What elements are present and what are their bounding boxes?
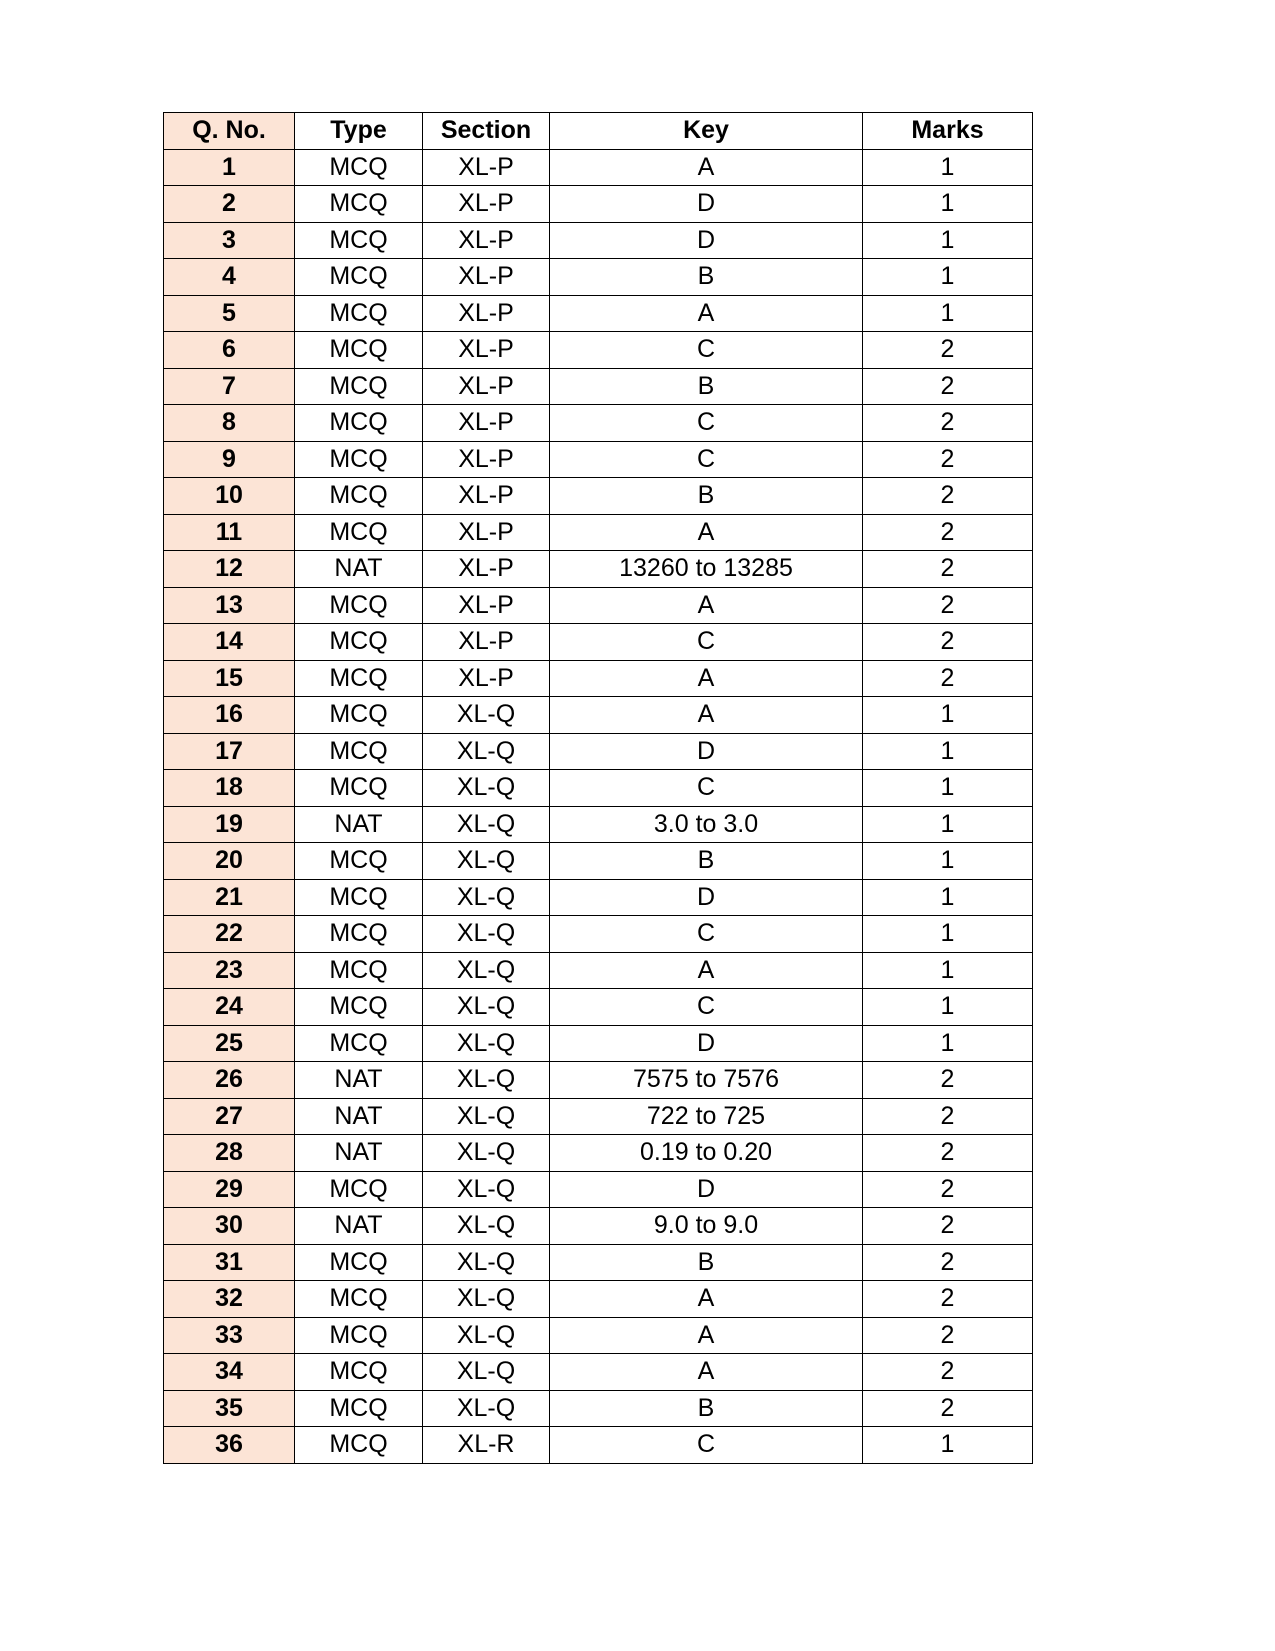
cell-marks: 1: [863, 733, 1033, 770]
cell-marks: 1: [863, 295, 1033, 332]
cell-marks: 2: [863, 1317, 1033, 1354]
cell-marks: 2: [863, 624, 1033, 661]
cell-marks: 2: [863, 368, 1033, 405]
cell-key: C: [550, 624, 863, 661]
cell-key: D: [550, 733, 863, 770]
table-row: [164, 660, 1033, 697]
table-row: [164, 1317, 1033, 1354]
cell-section: XL-P: [423, 551, 550, 588]
cell-marks: 2: [863, 587, 1033, 624]
cell-question-number: 3: [164, 222, 295, 259]
cell-section: XL-Q: [423, 1317, 550, 1354]
cell-question-number: 2: [164, 186, 295, 223]
cell-key: 0.19 to 0.20: [550, 1135, 863, 1172]
cell-question-number: 5: [164, 295, 295, 332]
cell-type: MCQ: [295, 1427, 423, 1464]
cell-key: C: [550, 989, 863, 1026]
cell-type: MCQ: [295, 478, 423, 515]
cell-question-number: 12: [164, 551, 295, 588]
cell-type: MCQ: [295, 989, 423, 1026]
cell-section: XL-Q: [423, 843, 550, 880]
cell-marks: 1: [863, 697, 1033, 734]
cell-question-number: 18: [164, 770, 295, 807]
cell-marks: 2: [863, 405, 1033, 442]
cell-marks: 1: [863, 1427, 1033, 1464]
table-row: [164, 1354, 1033, 1391]
cell-marks: 2: [863, 1135, 1033, 1172]
table-row: [164, 916, 1033, 953]
table-row: [164, 1098, 1033, 1135]
cell-section: XL-R: [423, 1427, 550, 1464]
cell-question-number: 17: [164, 733, 295, 770]
cell-section: XL-Q: [423, 1354, 550, 1391]
cell-question-number: 10: [164, 478, 295, 515]
cell-section: XL-Q: [423, 1062, 550, 1099]
cell-section: XL-Q: [423, 1025, 550, 1062]
cell-question-number: 34: [164, 1354, 295, 1391]
table-row: [164, 1281, 1033, 1318]
cell-section: XL-P: [423, 222, 550, 259]
cell-key: D: [550, 186, 863, 223]
table-row: [164, 1025, 1033, 1062]
cell-section: XL-Q: [423, 806, 550, 843]
table-row: [164, 1244, 1033, 1281]
cell-section: XL-P: [423, 332, 550, 369]
cell-type: MCQ: [295, 1171, 423, 1208]
cell-question-number: 36: [164, 1427, 295, 1464]
cell-type: NAT: [295, 1208, 423, 1245]
table-row: [164, 478, 1033, 515]
cell-key: B: [550, 1390, 863, 1427]
cell-section: XL-P: [423, 587, 550, 624]
table-row: [164, 806, 1033, 843]
cell-type: MCQ: [295, 1317, 423, 1354]
cell-question-number: 26: [164, 1062, 295, 1099]
table-row: [164, 222, 1033, 259]
cell-marks: 1: [863, 186, 1033, 223]
cell-marks: 1: [863, 770, 1033, 807]
cell-key: C: [550, 1427, 863, 1464]
cell-question-number: 27: [164, 1098, 295, 1135]
cell-type: MCQ: [295, 149, 423, 186]
cell-marks: 2: [863, 1390, 1033, 1427]
cell-section: XL-Q: [423, 770, 550, 807]
cell-marks: 1: [863, 843, 1033, 880]
table-row: [164, 733, 1033, 770]
table-row: [164, 441, 1033, 478]
cell-type: MCQ: [295, 1354, 423, 1391]
cell-question-number: 11: [164, 514, 295, 551]
cell-type: NAT: [295, 1098, 423, 1135]
cell-question-number: 31: [164, 1244, 295, 1281]
cell-marks: 2: [863, 332, 1033, 369]
cell-key: B: [550, 1244, 863, 1281]
cell-key: A: [550, 1317, 863, 1354]
cell-question-number: 9: [164, 441, 295, 478]
cell-question-number: 29: [164, 1171, 295, 1208]
cell-type: MCQ: [295, 1281, 423, 1318]
table-row: [164, 697, 1033, 734]
table-row: [164, 624, 1033, 661]
cell-section: XL-P: [423, 514, 550, 551]
cell-marks: 1: [863, 222, 1033, 259]
cell-key: 3.0 to 3.0: [550, 806, 863, 843]
table-row: [164, 587, 1033, 624]
cell-type: MCQ: [295, 295, 423, 332]
table-row: [164, 952, 1033, 989]
cell-section: XL-Q: [423, 1244, 550, 1281]
cell-type: MCQ: [295, 1025, 423, 1062]
cell-question-number: 13: [164, 587, 295, 624]
cell-section: XL-Q: [423, 1171, 550, 1208]
table-row: [164, 843, 1033, 880]
header-key: Key: [550, 113, 863, 150]
cell-section: XL-P: [423, 660, 550, 697]
cell-section: XL-P: [423, 441, 550, 478]
table-row: [164, 149, 1033, 186]
cell-type: MCQ: [295, 1390, 423, 1427]
table-row: [164, 551, 1033, 588]
cell-key: A: [550, 514, 863, 551]
cell-key: C: [550, 441, 863, 478]
header-section: Section: [423, 113, 550, 150]
cell-type: MCQ: [295, 514, 423, 551]
cell-section: XL-Q: [423, 952, 550, 989]
table-header-row: [164, 113, 1033, 150]
cell-type: MCQ: [295, 405, 423, 442]
cell-key: A: [550, 295, 863, 332]
cell-key: A: [550, 149, 863, 186]
table-row: [164, 1135, 1033, 1172]
cell-question-number: 24: [164, 989, 295, 1026]
cell-type: NAT: [295, 551, 423, 588]
cell-marks: 2: [863, 514, 1033, 551]
cell-key: A: [550, 952, 863, 989]
cell-marks: 1: [863, 149, 1033, 186]
cell-question-number: 25: [164, 1025, 295, 1062]
cell-type: MCQ: [295, 952, 423, 989]
cell-key: D: [550, 1171, 863, 1208]
cell-key: C: [550, 770, 863, 807]
cell-key: D: [550, 879, 863, 916]
cell-question-number: 22: [164, 916, 295, 953]
cell-section: XL-Q: [423, 989, 550, 1026]
cell-marks: 2: [863, 1208, 1033, 1245]
table-row: [164, 259, 1033, 296]
table-row: [164, 295, 1033, 332]
cell-question-number: 23: [164, 952, 295, 989]
table-row: [164, 770, 1033, 807]
cell-section: XL-Q: [423, 879, 550, 916]
table-row: [164, 368, 1033, 405]
cell-section: XL-P: [423, 368, 550, 405]
cell-type: MCQ: [295, 222, 423, 259]
cell-type: MCQ: [295, 368, 423, 405]
cell-type: MCQ: [295, 587, 423, 624]
cell-key: A: [550, 1281, 863, 1318]
cell-section: XL-P: [423, 295, 550, 332]
cell-key: 722 to 725: [550, 1098, 863, 1135]
header-type: Type: [295, 113, 423, 150]
cell-marks: 2: [863, 478, 1033, 515]
cell-marks: 1: [863, 952, 1033, 989]
cell-key: C: [550, 916, 863, 953]
header-marks: Marks: [863, 113, 1033, 150]
cell-key: B: [550, 259, 863, 296]
cell-type: MCQ: [295, 843, 423, 880]
cell-key: 7575 to 7576: [550, 1062, 863, 1099]
cell-key: C: [550, 405, 863, 442]
cell-question-number: 1: [164, 149, 295, 186]
cell-type: NAT: [295, 1062, 423, 1099]
cell-type: MCQ: [295, 660, 423, 697]
cell-question-number: 33: [164, 1317, 295, 1354]
cell-question-number: 28: [164, 1135, 295, 1172]
cell-key: 9.0 to 9.0: [550, 1208, 863, 1245]
cell-marks: 2: [863, 1098, 1033, 1135]
cell-section: XL-P: [423, 186, 550, 223]
table-row: [164, 1208, 1033, 1245]
table-row: [164, 186, 1033, 223]
cell-type: MCQ: [295, 733, 423, 770]
answer-key-table: [163, 112, 1033, 1464]
table-row: [164, 989, 1033, 1026]
cell-marks: 1: [863, 806, 1033, 843]
cell-marks: 2: [863, 660, 1033, 697]
table-body: [164, 149, 1033, 1463]
header-question-number: Q. No.: [164, 113, 295, 150]
cell-marks: 2: [863, 551, 1033, 588]
cell-marks: 1: [863, 259, 1033, 296]
cell-key: A: [550, 1354, 863, 1391]
cell-section: XL-Q: [423, 916, 550, 953]
cell-type: MCQ: [295, 770, 423, 807]
cell-key: B: [550, 843, 863, 880]
table-row: [164, 1427, 1033, 1464]
cell-type: MCQ: [295, 624, 423, 661]
cell-key: A: [550, 660, 863, 697]
cell-marks: 1: [863, 916, 1033, 953]
cell-section: XL-P: [423, 405, 550, 442]
cell-type: NAT: [295, 1135, 423, 1172]
cell-type: MCQ: [295, 697, 423, 734]
cell-question-number: 20: [164, 843, 295, 880]
cell-marks: 2: [863, 1354, 1033, 1391]
table-row: [164, 879, 1033, 916]
table-row: [164, 1171, 1033, 1208]
cell-section: XL-Q: [423, 697, 550, 734]
cell-question-number: 19: [164, 806, 295, 843]
cell-section: XL-Q: [423, 733, 550, 770]
table-row: [164, 514, 1033, 551]
table-row: [164, 1062, 1033, 1099]
cell-section: XL-P: [423, 259, 550, 296]
cell-key: 13260 to 13285: [550, 551, 863, 588]
cell-key: B: [550, 478, 863, 515]
cell-section: XL-Q: [423, 1390, 550, 1427]
cell-section: XL-P: [423, 149, 550, 186]
cell-type: MCQ: [295, 186, 423, 223]
cell-type: MCQ: [295, 1244, 423, 1281]
cell-question-number: 35: [164, 1390, 295, 1427]
cell-question-number: 32: [164, 1281, 295, 1318]
table-row: [164, 1390, 1033, 1427]
cell-marks: 1: [863, 1025, 1033, 1062]
cell-section: XL-Q: [423, 1208, 550, 1245]
cell-question-number: 4: [164, 259, 295, 296]
cell-question-number: 21: [164, 879, 295, 916]
cell-section: XL-P: [423, 624, 550, 661]
cell-marks: 2: [863, 1062, 1033, 1099]
cell-marks: 1: [863, 989, 1033, 1026]
cell-type: MCQ: [295, 332, 423, 369]
cell-type: MCQ: [295, 916, 423, 953]
cell-question-number: 6: [164, 332, 295, 369]
cell-type: NAT: [295, 806, 423, 843]
cell-key: A: [550, 697, 863, 734]
cell-section: XL-P: [423, 478, 550, 515]
cell-question-number: 7: [164, 368, 295, 405]
cell-type: MCQ: [295, 879, 423, 916]
table-row: [164, 332, 1033, 369]
cell-type: MCQ: [295, 259, 423, 296]
cell-question-number: 16: [164, 697, 295, 734]
cell-question-number: 14: [164, 624, 295, 661]
cell-marks: 2: [863, 441, 1033, 478]
cell-section: XL-Q: [423, 1098, 550, 1135]
cell-key: B: [550, 368, 863, 405]
cell-key: D: [550, 222, 863, 259]
cell-marks: 1: [863, 879, 1033, 916]
cell-key: A: [550, 587, 863, 624]
cell-marks: 2: [863, 1171, 1033, 1208]
cell-key: C: [550, 332, 863, 369]
cell-question-number: 15: [164, 660, 295, 697]
cell-marks: 2: [863, 1244, 1033, 1281]
cell-marks: 2: [863, 1281, 1033, 1318]
cell-question-number: 30: [164, 1208, 295, 1245]
cell-section: XL-Q: [423, 1281, 550, 1318]
cell-key: D: [550, 1025, 863, 1062]
table-row: [164, 405, 1033, 442]
cell-type: MCQ: [295, 441, 423, 478]
cell-question-number: 8: [164, 405, 295, 442]
cell-section: XL-Q: [423, 1135, 550, 1172]
